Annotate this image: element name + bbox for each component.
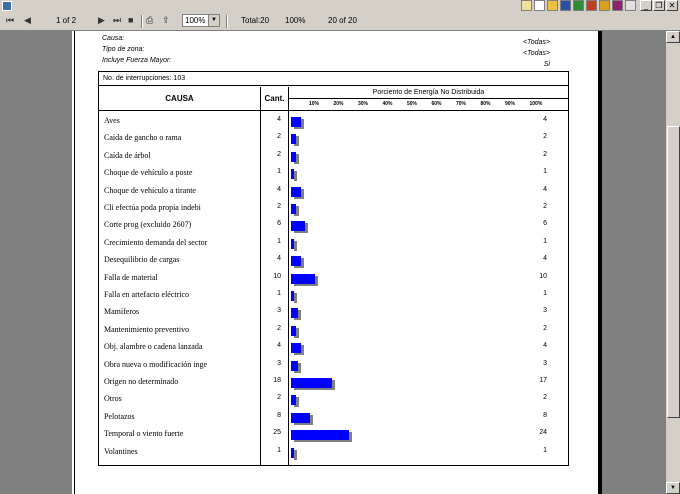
- cause-count: 4: [277, 255, 281, 263]
- first-page-icon[interactable]: ⏮: [6, 15, 15, 25]
- app-icon: [2, 1, 12, 11]
- word-icon[interactable]: [560, 0, 571, 11]
- cause-count: 2: [277, 150, 281, 158]
- energy-bar: [291, 204, 296, 214]
- powerpoint-icon[interactable]: [586, 0, 597, 11]
- cause-name: Desequilibrio de cargas: [104, 255, 180, 265]
- table-row: [99, 216, 568, 233]
- document-icon[interactable]: [534, 0, 545, 11]
- records-label: 20 of 20: [328, 16, 357, 25]
- energy-bar: [291, 187, 301, 197]
- filter-value: Si: [543, 61, 550, 68]
- chart-title: Porciento de Energía No Distribuida: [289, 88, 568, 99]
- percent-label: 100%: [285, 16, 306, 25]
- zoom-value: 100%: [185, 16, 206, 25]
- filter-value: <Todas>: [523, 39, 550, 46]
- energy-value: 1: [543, 290, 547, 297]
- cause-name: Caída de gancho o rama: [104, 133, 182, 143]
- interruptions-count: No. de interrupciones: 103: [99, 72, 568, 86]
- table-row: [99, 251, 568, 268]
- energy-value: 1: [543, 168, 547, 176]
- table-row: [99, 164, 568, 181]
- cause-name: Cli efectúa poda propia indebi: [104, 203, 201, 212]
- restore-icon[interactable]: ❐: [653, 0, 665, 11]
- folder-icon[interactable]: [521, 0, 532, 11]
- scroll-thumb[interactable]: [667, 126, 680, 418]
- cause-name: Pelotazos: [104, 411, 135, 421]
- energy-value: 2: [543, 133, 547, 141]
- tick-label: 20%: [333, 101, 344, 107]
- cause-count: 25: [273, 429, 281, 437]
- energy-bar: [291, 152, 296, 162]
- table-row: [99, 303, 568, 320]
- notes-icon[interactable]: [547, 0, 558, 11]
- energy-value: 24: [539, 429, 547, 437]
- report-table: [98, 71, 569, 466]
- cause-count: 4: [277, 116, 281, 123]
- scroll-down-icon[interactable]: ▼: [666, 482, 680, 494]
- cause-count: 10: [273, 272, 281, 280]
- publisher-icon[interactable]: [612, 0, 623, 11]
- cause-count: 2: [277, 203, 281, 210]
- cause-count: 3: [277, 307, 281, 315]
- cause-count: 1: [277, 237, 281, 245]
- cause-count: 18: [273, 377, 281, 384]
- table-row: [99, 321, 568, 338]
- tick-label: 90%: [505, 101, 516, 107]
- table-row: [99, 129, 568, 146]
- table-row: [99, 269, 568, 286]
- energy-bar: [291, 239, 294, 249]
- energy-value: 10: [539, 272, 547, 280]
- filter-value: <Todas>: [523, 50, 550, 57]
- tick-label: 30%: [358, 101, 369, 107]
- energy-bar: [291, 291, 294, 301]
- filter-label: Tipo de zona:: [102, 46, 145, 53]
- toolbar-separator: [141, 15, 143, 28]
- cause-name: Choque de vehículo a poste: [104, 168, 193, 178]
- filter-block: [102, 35, 550, 68]
- energy-value: 3: [543, 359, 547, 367]
- cause-count: 1: [277, 168, 281, 176]
- energy-bar: [291, 117, 301, 127]
- energy-bar: [291, 413, 310, 423]
- table-row: [99, 182, 568, 199]
- calculator-icon[interactable]: [625, 0, 636, 11]
- title-bar: [0, 0, 680, 12]
- energy-value: 4: [543, 255, 547, 263]
- cause-name: Falla de material: [104, 272, 158, 282]
- report-toolbar: [0, 12, 680, 31]
- cause-count: 4: [277, 342, 281, 350]
- export-icon[interactable]: ⇪: [162, 15, 170, 25]
- chart-header: [289, 87, 568, 111]
- energy-value: 4: [543, 116, 547, 123]
- cause-name: Obj. alambre o cadena lanzada: [104, 342, 203, 352]
- cause-count: 4: [277, 185, 281, 193]
- energy-bar: [291, 430, 349, 440]
- cause-name: Crecimiento demanda del sector: [104, 237, 208, 247]
- energy-value: 4: [543, 185, 547, 193]
- cause-count: 2: [277, 133, 281, 141]
- energy-value: 2: [543, 394, 547, 402]
- close-icon[interactable]: ✕: [666, 0, 678, 11]
- energy-bar: [291, 448, 294, 458]
- report-page: [72, 31, 598, 494]
- energy-value: 6: [543, 220, 547, 228]
- page-margin-line: [74, 31, 75, 494]
- column-header-causa: CAUSA: [99, 87, 261, 111]
- tick-label: 10%: [309, 101, 320, 107]
- scroll-up-icon[interactable]: ▲: [666, 31, 680, 43]
- excel-icon[interactable]: [573, 0, 584, 11]
- tick-label: 80%: [480, 101, 491, 107]
- vertical-scrollbar[interactable]: [666, 31, 680, 494]
- table-row: [99, 147, 568, 164]
- tick-label: 50%: [407, 101, 418, 107]
- taskbar-apps: [521, 0, 636, 11]
- filter-label: Causa:: [102, 35, 125, 42]
- chevron-down-icon[interactable]: ▼: [208, 15, 219, 26]
- energy-bar: [291, 326, 296, 336]
- energy-value: 2: [543, 150, 547, 158]
- table-row: [99, 443, 568, 460]
- cause-name: Falla en artefacto eléctrico: [104, 290, 190, 299]
- table-row: [99, 199, 568, 216]
- page-shadow: [598, 31, 602, 494]
- energy-value: 4: [543, 342, 547, 350]
- energy-bar: [291, 169, 294, 179]
- cause-count: 2: [277, 394, 281, 402]
- cause-name: Obra nueva o modificación inge: [104, 359, 208, 369]
- energy-value: 1: [543, 237, 547, 245]
- cause-name: Origen no determinado: [104, 377, 179, 386]
- table-row: [99, 286, 568, 303]
- energy-value: 17: [539, 377, 547, 384]
- table-row: [99, 338, 568, 355]
- energy-value: 2: [543, 324, 547, 332]
- tick-label: 100%: [529, 101, 543, 107]
- access-icon[interactable]: [599, 0, 610, 11]
- tick-label: 70%: [456, 101, 467, 107]
- minimize-icon[interactable]: _: [640, 0, 652, 11]
- energy-bar: [291, 308, 298, 318]
- cause-name: Mantenimiento preventivo: [104, 324, 190, 334]
- cause-name: Otros: [104, 394, 122, 404]
- filter-label: Incluye Fuerza Mayor:: [102, 57, 172, 64]
- energy-bar: [291, 378, 332, 388]
- table-row: [99, 373, 568, 390]
- table-row: [99, 356, 568, 373]
- toolbar-separator: [226, 15, 228, 28]
- table-row: [99, 408, 568, 425]
- cause-count: 3: [277, 359, 281, 367]
- table-row: [99, 112, 568, 129]
- cause-name: Caída de árbol: [104, 150, 151, 160]
- energy-value: 3: [543, 307, 547, 315]
- column-header-cant: Cant.: [261, 87, 289, 111]
- cause-name: Aves: [104, 116, 120, 125]
- table-row: [99, 390, 568, 407]
- cause-count: 2: [277, 324, 281, 332]
- prev-page-icon[interactable]: ◀: [24, 15, 31, 25]
- cause-count: 1: [277, 446, 281, 454]
- energy-bar: [291, 221, 305, 231]
- energy-bar: [291, 343, 301, 353]
- cause-name: Choque de vehículo a tirante: [104, 185, 196, 195]
- cause-count: 6: [277, 220, 281, 228]
- next-page-icon[interactable]: ▶: [98, 15, 105, 25]
- cause-name: Temporal o viento fuerte: [104, 429, 184, 439]
- energy-bar: [291, 395, 296, 405]
- total-records: Total:20: [241, 16, 270, 25]
- tick-label: 40%: [382, 101, 393, 107]
- zoom-select[interactable]: [182, 14, 220, 27]
- page-indicator: 1 of 2: [56, 16, 77, 25]
- tick-label: 60%: [431, 101, 442, 107]
- print-icon[interactable]: ⎙: [146, 15, 154, 25]
- energy-value: 1: [543, 446, 547, 454]
- cause-name: Mamíferos: [104, 307, 140, 317]
- energy-bar: [291, 134, 296, 144]
- energy-value: 8: [543, 411, 547, 419]
- cause-count: 8: [277, 411, 281, 419]
- cause-count: 1: [277, 290, 281, 297]
- stop-icon[interactable]: ■: [128, 15, 134, 25]
- cause-name: Corte prog (excluido 2607): [104, 220, 192, 230]
- energy-bar: [291, 361, 298, 371]
- cause-name: Volantines: [104, 446, 138, 456]
- table-row: [99, 234, 568, 251]
- energy-bar: [291, 256, 301, 266]
- energy-bar: [291, 274, 315, 284]
- last-page-icon[interactable]: ⏭: [113, 15, 122, 25]
- table-row: [99, 425, 568, 442]
- energy-value: 2: [543, 203, 547, 210]
